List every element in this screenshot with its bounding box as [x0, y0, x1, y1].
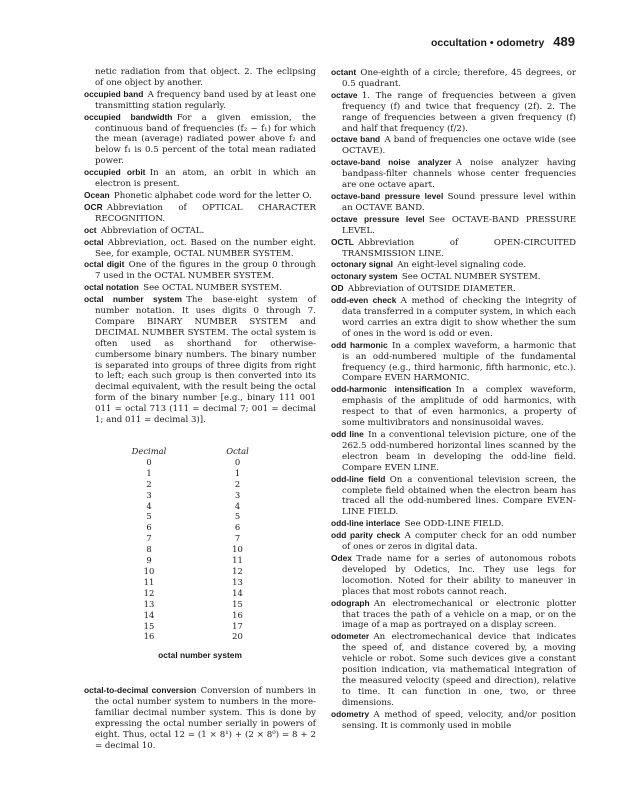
entry-definition: See ODD-LINE FIELD. — [404, 519, 504, 530]
dictionary-entry — [84, 202, 316, 225]
table-header-octal: Octal — [226, 446, 249, 456]
entry-term: Odex — [331, 552, 352, 563]
octal-cell: 6 — [234, 522, 241, 533]
entry-definition: A method of checking the integrity of data transferred in a computer system, in which each word carries an extra digit to show whether the sum of ones in the word is odd or even. — [342, 296, 576, 339]
running-head: occultation • odometry — [430, 37, 545, 49]
octal-table — [120, 446, 275, 642]
entry-definition: The base-eight system of number notation. It uses digits 0 through 7. Compare BINARY NUMBER SYSTEM and DECIMAL NUMBER SYSTEM. The octal system is often used as shorthand for otherwise-cumbersome binary numbers. The binary number is separated into groups of three digits from right to left; each such group is then converted into its decimal equivalent, with the result being the octal form of the binary number [e.g., binary 111 001 011 = octal 713 (111 = decimal 7; 001 = decimal 1; and 011 = decimal 3)]. — [95, 295, 316, 426]
dictionary-entry — [331, 384, 576, 429]
octal-cell: 13 — [232, 576, 243, 587]
table-row — [120, 533, 275, 544]
octal-cell: 15 — [232, 598, 243, 609]
dictionary-entry — [331, 67, 576, 90]
decimal-cell: 15 — [143, 620, 155, 631]
table-row — [120, 468, 275, 479]
entry-definition: An electromechanical device that indicates the speed of, and distance covered by, a moving vehicle or robot. Some such devices give a constant position indication, via mathematical integration of the measured velocity (speed and direction), relative to time. It can function in one, two, or three dimensions. — [342, 632, 576, 708]
entry-term: octave band — [331, 134, 381, 145]
right-entries — [331, 67, 576, 731]
dictionary-entry — [331, 631, 576, 708]
dictionary-entry — [331, 90, 576, 135]
table-row — [120, 621, 275, 632]
decimal-cell: 12 — [143, 587, 155, 598]
table-row — [120, 490, 275, 501]
entry-term: oct — [84, 224, 97, 235]
entry-definition: On a conventional television screen, the complete field obtained when the electron beam has traced all the odd-numbered lines. Compare EVEN-LINE FIELD. — [342, 474, 576, 518]
decimal-cell: 9 — [146, 555, 152, 566]
octal-cell: 2 — [234, 478, 241, 489]
decimal-cell: 6 — [146, 522, 152, 533]
octal-cell: 20 — [232, 631, 243, 642]
dictionary-entry — [84, 685, 316, 751]
table-row — [120, 566, 275, 577]
dictionary-entry — [331, 429, 576, 474]
page-number: 489 — [553, 34, 575, 49]
dictionary-entry — [331, 553, 576, 598]
entry-definition: A computer check for an odd number of ones or zeros in digital data. — [342, 531, 576, 553]
dictionary-entry — [84, 282, 316, 294]
dictionary-entry — [331, 340, 576, 385]
decimal-cell: 3 — [146, 489, 152, 500]
entry-definition: Conversion of numbers in the octal number system to numbers in the more-familiar decimal number system. This is done by expressing the octal number serially in powers of eight. Thus, octal 12 = (1 × 8¹) + (2 × 8⁰) = 8 + 2 = decimal 10. — [95, 686, 317, 751]
entry-definition: Abbreviation of OCTAL. — [100, 225, 205, 236]
table-row — [120, 479, 275, 490]
right-column — [331, 67, 576, 731]
table-caption: octal number system — [158, 650, 242, 661]
decimal-cell: 2 — [146, 478, 152, 489]
entry-definition: In a complex waveform, a harmonic that is an odd-numbered multiple of the fundamental frequency (e.g., third harmonic, fifth harmonic, etc.). Compare EVEN HARMONIC. — [342, 340, 576, 384]
decimal-cell: 5 — [146, 511, 152, 522]
entry-term: odograph — [331, 597, 370, 608]
entry-term: octave pressure level — [331, 213, 425, 224]
entry-definition: One-eighth of a circle; therefore, 45 degrees, or 0.5 quadrant. — [342, 68, 576, 89]
dictionary-entry — [331, 191, 576, 214]
entry-term: odd-line field — [331, 473, 386, 484]
octal-table-block — [84, 446, 316, 661]
dictionary-entry — [331, 237, 576, 260]
octal-cell: 0 — [234, 456, 241, 467]
dictionary-entry — [331, 157, 576, 191]
decimal-cell: 16 — [143, 631, 155, 642]
dictionary-entry — [331, 271, 576, 283]
entry-definition: For a given emission, the continuous band of frequencies (f₂ − f₁) for which the mean (average) radiated power above f₂ and below f₁ is 0.5 percent of the total mean radiated power. — [95, 112, 316, 167]
entry-definition: See OCTAVE-BAND PRESSURE LEVEL. — [342, 214, 577, 236]
octal-cell: 3 — [234, 489, 241, 500]
entry-term: occupied bandwidth — [84, 111, 173, 122]
entry-term: octal notation — [84, 282, 139, 293]
entry-definition: netic radiation from that object. 2. The eclipsing of one object by another. — [95, 67, 316, 88]
entry-term: octave-band noise analyzer — [331, 157, 452, 168]
octal-cell: 5 — [234, 511, 241, 522]
table-row — [120, 555, 275, 566]
table-row — [120, 588, 275, 599]
dictionary-entry — [331, 259, 576, 271]
decimal-cell: 13 — [143, 598, 155, 609]
entry-definition: Abbreviation of OPTICAL CHARACTER RECOGNITION. — [95, 202, 316, 224]
decimal-cell: 10 — [143, 565, 155, 576]
dictionary-entry — [331, 709, 576, 732]
dictionary-entry — [84, 89, 316, 112]
entry-term: octal-to-decimal conversion — [84, 685, 197, 696]
table-row — [120, 610, 275, 621]
entry-definition: Abbreviation of OPEN-CIRCUITED TRANSMISSION LINE. — [342, 237, 576, 259]
entry-definition: A band of frequencies one octave wide (see OCTAVE). — [342, 135, 577, 157]
entry-term: occupied band — [84, 88, 144, 99]
octal-cell: 10 — [232, 544, 243, 555]
dictionary-entry — [331, 295, 576, 340]
decimal-cell: 4 — [146, 500, 152, 511]
entry-term: octal number system — [84, 294, 182, 305]
entry-definition: A noise analyzer having bandpass-filter channels whose center frequencies are one octave apart. — [342, 158, 576, 191]
entry-definition: Abbreviation of OUTSIDE DIAMETER. — [347, 284, 516, 295]
entry-term: odd-harmonic intensification — [331, 384, 452, 395]
dictionary-entry — [84, 237, 316, 260]
octal-cell: 12 — [232, 565, 243, 576]
octal-cell: 4 — [234, 500, 241, 511]
decimal-cell: 7 — [146, 533, 152, 544]
table-row — [120, 631, 275, 642]
entry-term: octant — [331, 67, 357, 77]
entry-definition: In a complex waveform, emphasis of the amplitude of odd harmonics, with respect to that of even harmonics, a property of some multivibrators and nonsinusoidal waves. — [342, 385, 576, 429]
decimal-cell: 8 — [146, 544, 152, 555]
table-row — [120, 522, 275, 533]
entry-term: odd-even check — [331, 295, 397, 306]
entry-definition: Abbreviation, oct. Based on the number eight. See, for example, OCTAL NUMBER SYSTEM. — [95, 237, 316, 259]
dictionary-entry — [84, 225, 316, 237]
octal-cell: 1 — [234, 467, 241, 478]
dictionary-entry — [84, 167, 316, 190]
table-row — [120, 544, 275, 555]
entry-definition: See OCTAL NUMBER SYSTEM. — [143, 283, 282, 294]
entry-term: odometry — [331, 708, 370, 719]
entry-definition: In an atom, an orbit in which an electron is present. — [95, 168, 316, 190]
running-header — [431, 34, 575, 49]
dictionary-entry — [84, 67, 316, 89]
entry-definition: An eight-level signaling code. — [397, 260, 527, 271]
table-row — [120, 577, 275, 588]
entry-definition: Sound pressure level within an OCTAVE BAND. — [342, 191, 576, 213]
entry-term: odd-line interlace — [331, 518, 401, 529]
entry-definition: A frequency band used by at least one transmitting station regularly. — [95, 89, 316, 111]
entry-definition: In a conventional television picture, one of the 262.5 odd-numbered horizontal lines scanned by the electron beam in developing the odd-line field. Compare EVEN LINE. — [342, 430, 577, 473]
table-row — [120, 511, 275, 522]
dictionary-entry — [331, 134, 576, 157]
dictionary-entry — [84, 190, 316, 202]
table-header-decimal: Decimal — [131, 446, 167, 456]
entry-definition: An electromechanical or electronic plotter that traces the path of a vehicle on a map, or on the image of a map as portrayed on a display screen. — [342, 598, 576, 631]
entry-term: octave — [331, 89, 358, 100]
octal-cell: 14 — [232, 587, 243, 598]
entry-term: OD — [331, 283, 344, 294]
table-row — [120, 599, 275, 610]
entry-term: OCTL — [331, 236, 354, 247]
entry-term: odd harmonic — [331, 339, 388, 350]
table-row — [120, 501, 275, 512]
entry-definition: See OCTAL NUMBER SYSTEM. — [401, 272, 541, 283]
table-row — [120, 457, 275, 468]
dictionary-entry — [331, 474, 576, 519]
dictionary-entry — [331, 283, 576, 295]
decimal-cell: 1 — [146, 467, 152, 478]
entry-term: octave-band pressure level — [331, 190, 444, 201]
dictionary-entry — [331, 598, 576, 632]
dictionary-entry — [331, 530, 576, 553]
entry-term: Ocean — [84, 189, 110, 200]
entry-term: octonary signal — [331, 259, 393, 270]
entry-term: octal — [84, 236, 104, 247]
octal-cell: 17 — [232, 620, 243, 631]
entry-term: odd line — [331, 429, 364, 439]
dictionary-entry — [84, 259, 316, 282]
decimal-cell: 0 — [146, 456, 152, 467]
entry-definition: A method of speed, velocity, and/or position sensing. It is commonly used in mobile — [342, 709, 576, 731]
left-entries-bottom — [84, 685, 316, 751]
dictionary-entry — [84, 294, 316, 426]
entry-term: odometer — [331, 631, 370, 642]
entry-definition: Trade name for a series of autonomous robots developed by Odetics, Inc. They use legs for locomotion. Noted for their ability to maneuver in places that most robots cannot reach. — [342, 553, 576, 597]
octal-cell: 11 — [232, 555, 243, 566]
octal-cell: 7 — [234, 533, 241, 544]
entry-term: OCR — [84, 201, 103, 212]
octal-cell: 16 — [232, 609, 243, 620]
entry-term: octonary system — [331, 271, 398, 282]
decimal-cell: 11 — [143, 576, 155, 587]
entry-definition: One of the figures in the group 0 through 7 used in the OCTAL NUMBER SYSTEM. — [95, 260, 316, 282]
entry-term: odd parity check — [331, 530, 401, 541]
entry-definition: 1. The range of frequencies between a given frequency (f) and twice that frequency (2f). 2. The range of frequencies between a given frequency (f) and half that frequency (f/2). — [342, 90, 576, 134]
left-entries-top — [84, 67, 316, 426]
decimal-cell: 14 — [143, 609, 155, 620]
left-column — [84, 67, 316, 752]
entry-term: octal digit — [84, 259, 125, 270]
entry-definition: Phonetic alphabet code word for the letter O. — [113, 190, 312, 201]
dictionary-entry — [331, 518, 576, 530]
dictionary-entry — [331, 214, 576, 237]
entry-term: occupied orbit — [84, 167, 146, 178]
dictionary-entry — [84, 112, 316, 168]
